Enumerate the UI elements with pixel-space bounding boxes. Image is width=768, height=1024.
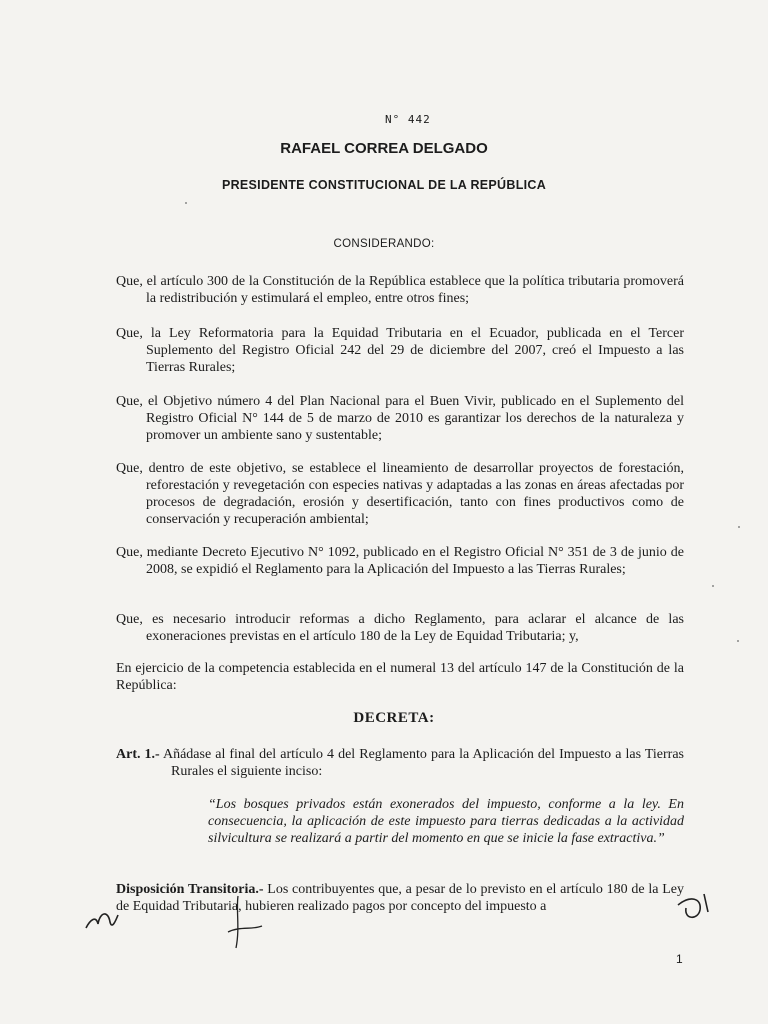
document-subtitle: PRESIDENTE CONSTITUCIONAL DE LA REPÚBLICA bbox=[221, 178, 547, 192]
article-1-quote: “Los bosques privados están exonerados del impuesto, conforme a la ley. En consecuencia, la aplicación de este impuesto para tierras dedicadas a la actividad silvicultura se realizará a partir del momento en que se inicie la fase extractiva.” bbox=[208, 797, 684, 846]
disposicion-label: Disposición Transitoria.- bbox=[116, 882, 264, 897]
document-title: RAFAEL CORREA DELGADO bbox=[280, 140, 488, 157]
handwritten-mark-left bbox=[86, 914, 118, 928]
scan-speck bbox=[738, 526, 740, 528]
paragraph-2: Que, la Ley Reformatoria para la Equidad Tributaria en el Ecuador, publicada en el Tercer Suplemento del Registro Oficial 242 del 29 de diciembre del 2007, creó el Impuesto a las Tierras Rurales; bbox=[116, 326, 684, 375]
paragraph-4: Que, dentro de este objetivo, se establece el lineamiento de desarrollar proyectos de forestación, reforestación y revegetación con especies nativas y adaptadas a las zonas en áreas afectadas por procesos de degradación, erosión y desertificación, tanto con fines productivos como de conservación y recuperación ambiental; bbox=[116, 461, 684, 527]
article-1-text: Añádase al final del artículo 4 del Reglamento para la Aplicación del Impuesto a las Tierras Rurales el siguiente inciso: bbox=[162, 747, 684, 779]
scan-speck bbox=[737, 640, 739, 642]
decreta-heading: DECRETA: bbox=[353, 710, 435, 726]
scan-speck bbox=[185, 202, 187, 204]
paragraph-6: Que, es necesario introducir reformas a dicho Reglamento, para aclarar el alcance de las exoneraciones previstas en el artículo 180 de la Ley de Equidad Tributaria; y, bbox=[116, 612, 684, 644]
paragraph-5: Que, mediante Decreto Ejecutivo N° 1092, publicado en el Registro Oficial N° 351 de 3 de junio de 2008, se expidió el Reglamento para la Aplicación del Impuesto a las Tierras Rurales; bbox=[116, 545, 684, 577]
article-1-label: Art. 1.- bbox=[116, 747, 160, 762]
handwritten-initial-right bbox=[678, 894, 708, 917]
document-number: N° 442 bbox=[385, 113, 431, 126]
paragraph-3: Que, el Objetivo número 4 del Plan Nacional para el Buen Vivir, publicado en el Suplemento del Registro Oficial N° 144 de 5 de marzo de 2010 es garantizar los derechos de la naturaleza y promover un ambiente sano y sustentable; bbox=[116, 394, 684, 443]
considerando-heading: CONSIDERANDO: bbox=[333, 238, 435, 250]
scan-speck bbox=[712, 585, 714, 587]
disposicion-text: Los contribuyentes que, a pesar de lo previsto en el artículo 180 de la Ley de Equidad Tributaria, hubieren realizado pagos por concepto del impuesto a bbox=[116, 882, 684, 914]
paragraph-1: Que, el artículo 300 de la Constitución de la República establece que la política tributaria promoverá la redistribución y estimulará el empleo, entre otros fines; bbox=[116, 274, 684, 306]
handwritten-signature-stroke bbox=[228, 896, 262, 948]
paragraph-7: En ejercicio de la competencia establecida en el numeral 13 del artículo 147 de la Constitución de la República: bbox=[116, 661, 684, 693]
page-number: 1 bbox=[676, 952, 683, 966]
